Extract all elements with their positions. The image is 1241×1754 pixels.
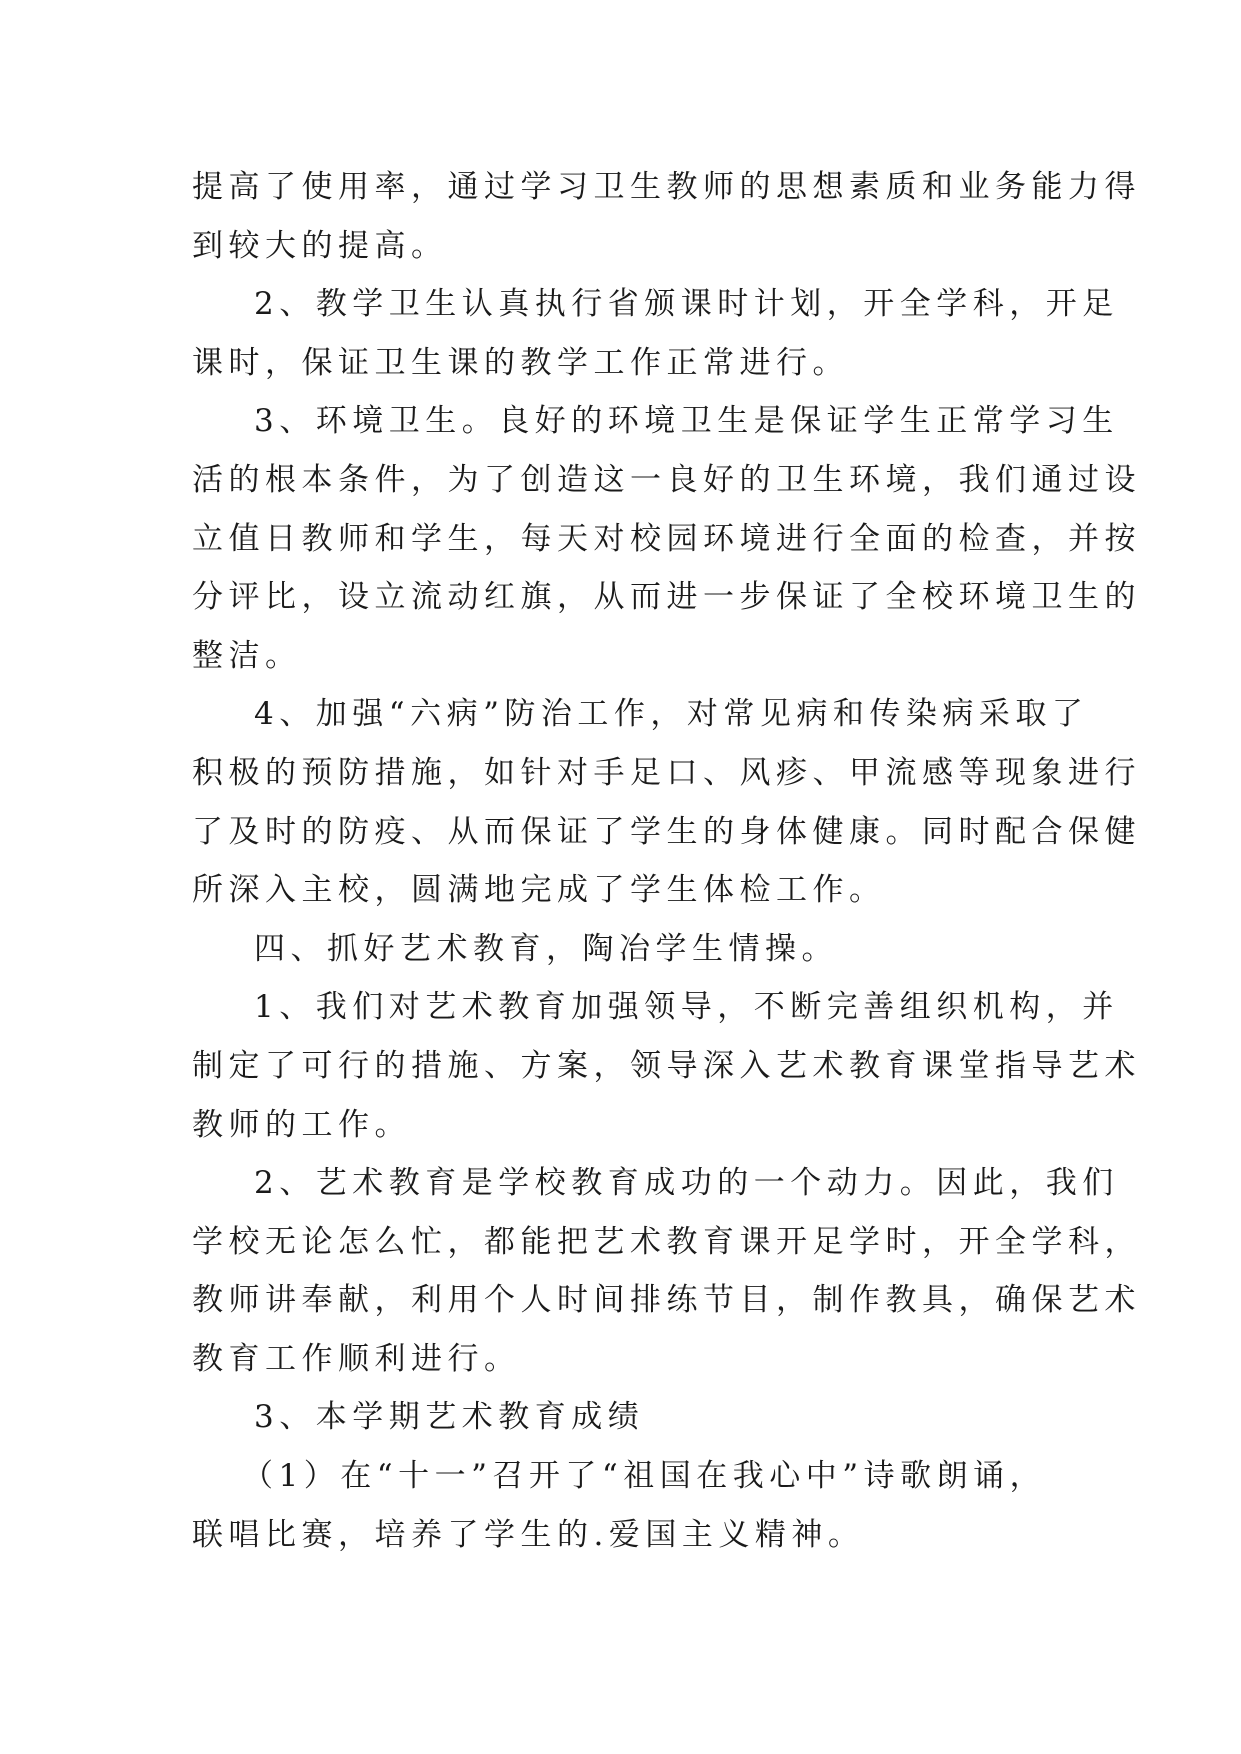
text-line: 到较大的提高。: [192, 227, 448, 264]
text-line: 制定了可行的措施、方案，领导深入艺术教育课堂指导艺术: [192, 1047, 1141, 1084]
text-line: 立值日教师和学生，每天对校园环境进行全面的检查，并按: [192, 520, 1141, 557]
text-line: 所深入主校，圆满地完成了学生体检工作。: [192, 872, 886, 909]
text-line: 教师的工作。: [192, 1106, 411, 1143]
text-line: 联唱比赛，培养了学生的.爱国主义精神。: [192, 1516, 865, 1553]
text-line: 提高了使用率，通过学习卫生教师的思想素质和业务能力得: [192, 169, 1141, 205]
text-line: 了及时的防疫、从而保证了学生的身体健康。同时配合保健: [192, 813, 1141, 850]
text-line: 分评比，设立流动红旗，从而进一步保证了全校环境卫生的: [192, 579, 1141, 616]
paragraph-start-line: 4、加强“六病”防治工作，对常见病和传染病采取了: [254, 696, 1089, 733]
paragraph-start-line: 2、教学卫生认真执行省颁课时计划，开全学科，开足: [254, 286, 1119, 323]
paragraph-start-line: 2、艺术教育是学校教育成功的一个动力。因此，我们: [254, 1165, 1119, 1202]
list-item-line: （1）在“十一”召开了“祖国在我心中”诗歌朗诵，: [242, 1458, 1047, 1495]
paragraph-start-line: 1、我们对艺术教育加强领导，不断完善组织机构，并: [254, 989, 1119, 1026]
text-line: 课时，保证卫生课的教学工作正常进行。: [192, 344, 849, 381]
text-line: 学校无论怎么忙，都能把艺术教育课开足学时，开全学科，: [192, 1223, 1141, 1260]
document-body: [192, 158, 1141, 1564]
text-line: 整洁。: [192, 637, 302, 674]
text-line: 教师讲奉献，利用个人时间排练节目，制作教具，确保艺术: [192, 1282, 1141, 1319]
subsection-heading: 3、本学期艺术教育成绩: [254, 1399, 645, 1436]
text-line: 积极的预防措施，如针对手足口、风疹、甲流感等现象进行: [192, 754, 1141, 791]
text-line: 教育工作顺利进行。: [192, 1340, 521, 1377]
paragraph-start-line: 3、环境卫生。良好的环境卫生是保证学生正常学习生: [254, 403, 1119, 440]
section-heading: 四、抓好艺术教育，陶冶学生情操。: [254, 930, 838, 967]
text-line: 活的根本条件，为了创造这一良好的卫生环境，我们通过设: [192, 461, 1141, 498]
